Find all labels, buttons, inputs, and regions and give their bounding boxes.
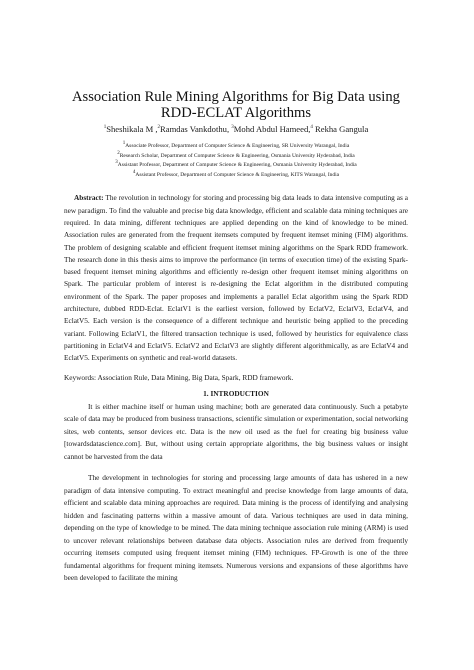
author-list bbox=[64, 124, 408, 135]
affiliation bbox=[64, 161, 408, 171]
affiliation bbox=[64, 142, 408, 152]
abstract-label: Abstract: bbox=[74, 193, 104, 203]
abstract-text: The revolution in technology for storing and processing big data leads to data intensive computing as a new paradigm. To find the valuable and precise big data knowledge, efficient and scalable data mining techniques are required. In data mining, different techniques are applied depending on the kind of knowledge to be mined. Association rules are generated from the frequent itemsets computed by frequent itemset mining (FIM) algorithms. The problem of designing scalable and efficient frequent itemset mining algorithms on the Spark RDD framework. The research done in this thesis aims to improve the performance (in terms of execution time) of the existing Spark-based frequent itemset mining algorithms and efficiently re-design other frequent itemset mining algorithms on Spark. The particular problem of interest is re-designing the Eclat algorithm in the distributed computing environment of the Spark. The paper proposes and implements a parallel Eclat algorithm using the Spark RDD architecture, dubbed RDD-Eclat. EclatV1 is the earliest version, followed by EclatV2, EclatV3, EclatV4, and EclatV5. Each version is the consequence of a different technique and heuristic being applied to the preceding variant. Following EclatV1, the filtered transaction technique is used, followed by heuristics for equivalence class partitioning in EclatV4 and EclatV5. EclatV2 and EclatV3 are slightly different algorithmically, as are EclatV4 and EclatV5. Experiments on synthetic and real-world datasets. bbox=[64, 193, 408, 363]
affiliation-list bbox=[64, 142, 408, 180]
affiliation-superscript: 1 bbox=[122, 141, 126, 147]
affiliation-text: Research Scholar, Department of Computer Science & Engineering, Osmania University Hyderabad, India bbox=[119, 152, 355, 159]
author-superscript: 4 bbox=[310, 125, 313, 131]
section-heading-introduction: 1. INTRODUCTION bbox=[203, 388, 269, 398]
author-superscript: 2 bbox=[157, 125, 161, 131]
abstract bbox=[64, 192, 408, 364]
affiliation-superscript: 2 bbox=[117, 150, 120, 156]
affiliation-superscript: 3 bbox=[115, 160, 118, 166]
author-superscript: 1 bbox=[103, 125, 107, 131]
author-superscript: 3 bbox=[231, 125, 234, 131]
paper-title: Association Rule Mining Algorithms for Big Data using RDD-ECLAT Algorithms bbox=[72, 89, 400, 121]
author-name: Rekha Gangula bbox=[312, 124, 369, 134]
affiliation bbox=[64, 171, 408, 181]
affiliation-superscript: 4 bbox=[132, 169, 136, 175]
author-name: Ramdas Vankdothu, bbox=[160, 124, 232, 134]
affiliation-text: Assistant Professor, Department of Computer Science & Engineering, Osmania University Hyderabad, India bbox=[117, 162, 357, 169]
affiliation-text: Assistant Professor, Department of Computer Science & Engineering, KITS Warangal, India bbox=[135, 171, 340, 178]
affiliation-text: Associate Professor, Department of Computer Science & Engineering, SR University Warangal, India bbox=[125, 143, 350, 149]
author-name: Mohd Abdul Hameed, bbox=[233, 124, 311, 134]
author-name: Sheshikala M , bbox=[106, 124, 158, 134]
keywords: Keywords: Association Rule, Data Mining, Big Data, Spark, RDD framework. bbox=[64, 372, 294, 382]
intro-paragraph: The development in technologies for storing and processing large amounts of data has ushered in a new paradigm of data intensive computing. To extract meaningful and precise knowledge from large amounts of data, efficient and scalable data mining approaches are required. Data mining is the process of identifying and analysing hidden and fascinating patterns within a massive amount of data. Various techniques are used in data mining, depending on the type of knowledge to be mined. The data mining technique association rule mining (ARM) is used to uncover relevant relationships between database data objects. Association rules are derived from frequently occurring itemsets computed using frequent itemset mining (FIM) techniques. FP-Growth is one of the three fundamental algorithms for frequent mining itemsets. Numerous versions and expansions of these algorithms have been developed to facilitate the mining bbox=[64, 473, 408, 583]
intro-paragraph: It is either machine itself or human using machine; both are generated data continuously. Such a petabyte scale of data may be produced from business transactions, scientific simulation or experimentation, social networking sites, web contents, sensor devices etc. Data is the new oil used as the fuel for creating big business value [towardsdatascience.com]. But, without using certain appropriate algorithms, the big business values or insight cannot be harvested from the data bbox=[64, 401, 408, 461]
